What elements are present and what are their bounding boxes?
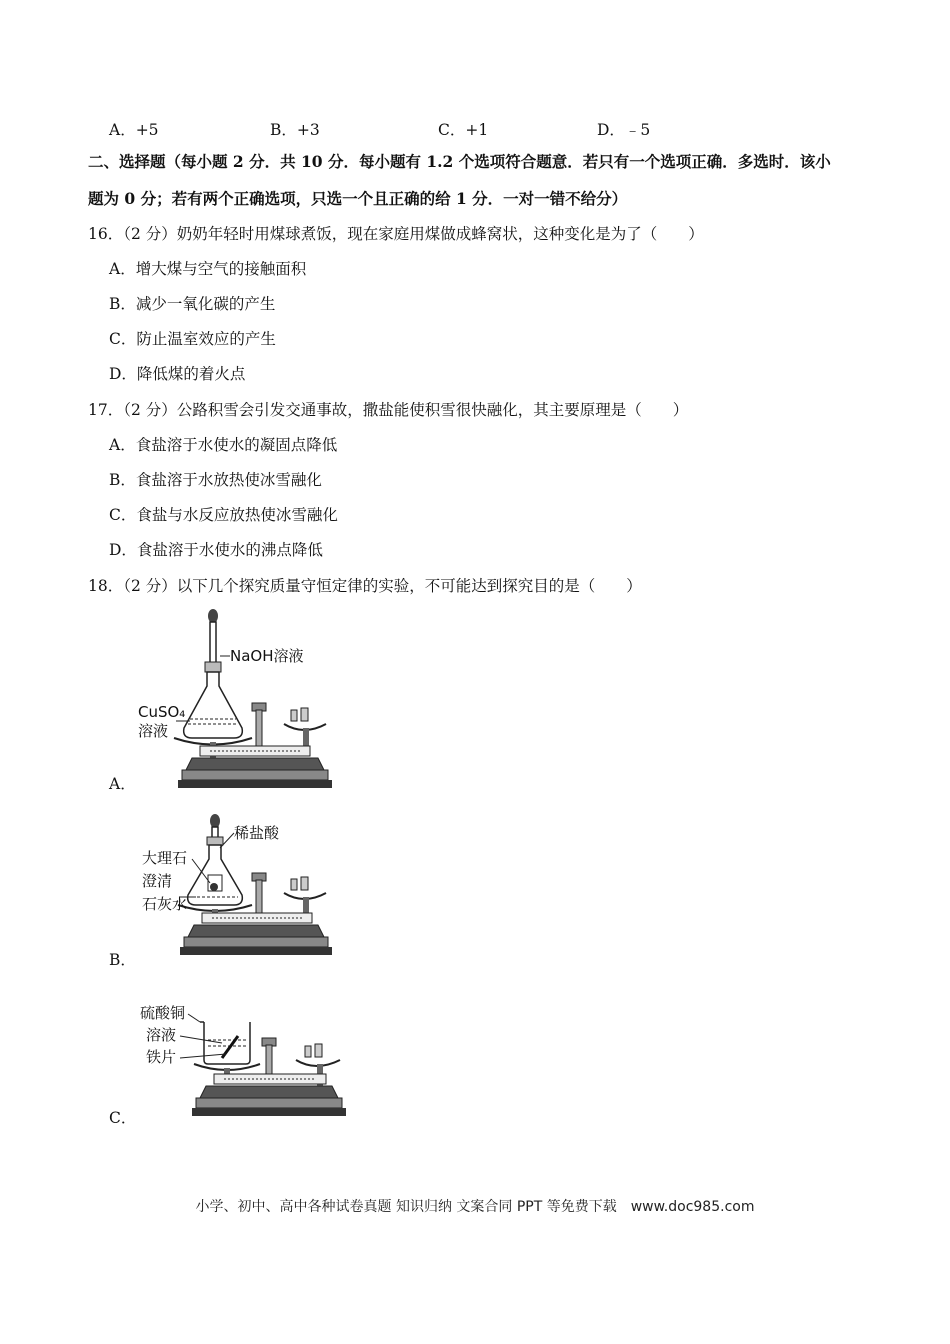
section-heading-line1: 二、选择题（每小题 2 分．共 10 分．每小题有 1.2 个选项符合题意．若只有一个选项正确．多选时．该小: [88, 152, 831, 171]
figure-c-balance-beaker: [134, 1000, 349, 1129]
q17-option-d: D．食盐溶于水使水的沸点降低: [109, 541, 323, 559]
prev-option-c: C．+1: [438, 121, 489, 139]
q18-option-c-letter: C．: [109, 1109, 137, 1127]
q16-option-d: D．降低煤的着火点: [109, 365, 246, 383]
figure-c-label-cuso4: 硫酸铜: [140, 1004, 186, 1022]
q18-stem: 18．（2 分）以下几个探究质量守恒定律的实验，不可能达到探究目的是（ ）: [88, 577, 642, 595]
page-footer: 小学、初中、高中各种试卷真题 知识归纳 文案合同 PPT 等免费下载 www.doc985.com: [195, 1199, 755, 1215]
q17-option-c: C．食盐与水反应放热使冰雪融化: [109, 506, 338, 524]
prev-option-a: A．+5: [109, 121, 159, 139]
q16-option-b: B．减少一氧化碳的产生: [109, 295, 276, 313]
figure-b-label-limewater: 石灰水: [142, 895, 188, 913]
figure-b-label-clear: 澄清: [142, 872, 173, 890]
q16-option-a: A．增大煤与空气的接触面积: [109, 260, 307, 278]
figure-a-label-cuso4: CuSO₄: [138, 703, 186, 721]
q17-option-a: A．食盐溶于水使水的凝固点降低: [109, 436, 338, 454]
figure-c-label-iron: 铁片: [146, 1048, 177, 1066]
figure-a-balance-flask: [134, 606, 334, 795]
prev-option-b: B．+3: [270, 121, 320, 139]
q17-option-b: B．食盐溶于水放热使冰雪融化: [109, 471, 322, 489]
figure-c-label-solution: 溶液: [146, 1026, 177, 1044]
q17-stem: 17．（2 分）公路积雪会引发交通事故，撒盐能使积雪很快融化，其主要原理是（ ）: [88, 401, 689, 419]
q16-stem: 16．（2 分）奶奶年轻时用煤球煮饭，现在家庭用煤做成蜂窝状，这种变化是为了（ ）: [88, 225, 704, 243]
figure-a-label-solution: 溶液: [138, 722, 169, 740]
q18-option-a-letter: A．: [109, 775, 136, 793]
section-heading-line2: 题为 0 分；若有两个正确选项，只选一个且正确的给 1 分．一对一错不给分）: [88, 189, 628, 208]
figure-a-label-naoh: NaOH溶液: [230, 647, 304, 665]
figure-b-balance-flask: [134, 813, 334, 972]
figure-b-label-marble: 大理石: [142, 849, 188, 867]
q18-option-b-letter: B．: [109, 951, 136, 969]
q16-option-c: C．防止温室效应的产生: [109, 330, 276, 348]
prev-option-d: D．﹣5: [597, 121, 651, 139]
figure-b-label-hcl: 稀盐酸: [234, 824, 280, 842]
